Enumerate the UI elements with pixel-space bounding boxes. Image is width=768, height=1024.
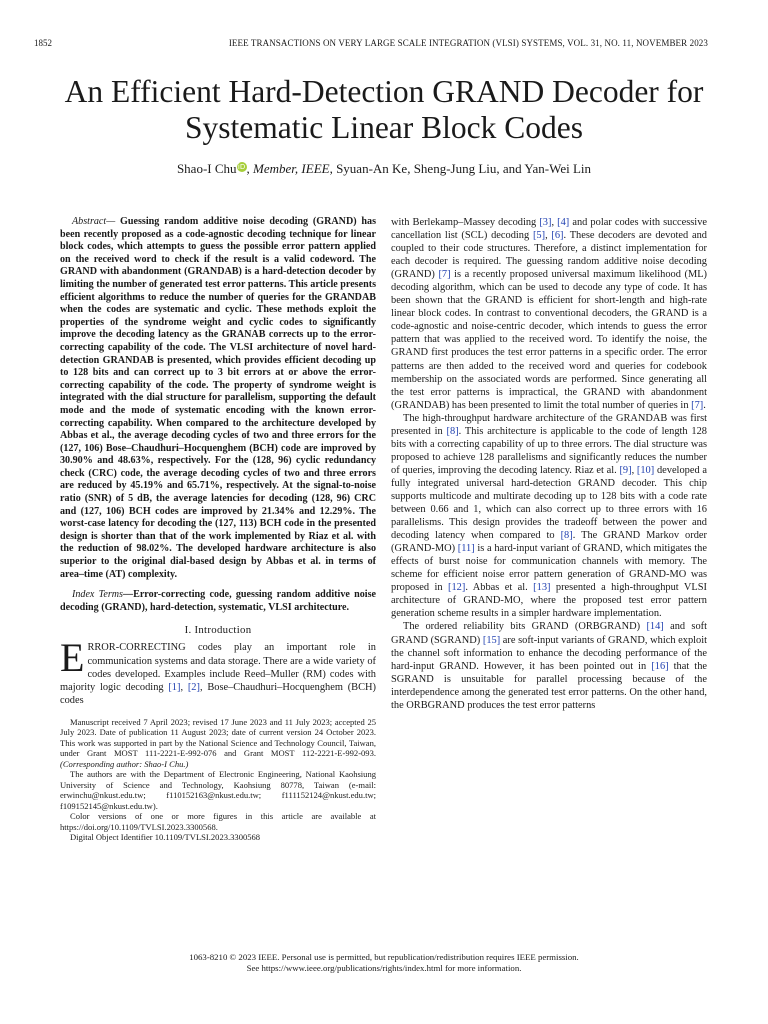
citation-link[interactable]: [7]: [691, 399, 704, 411]
citation-link[interactable]: [1]: [168, 681, 181, 693]
title-line-2: Systematic Linear Block Codes: [184, 110, 584, 145]
citation-link[interactable]: [14]: [646, 621, 664, 633]
copyright-line: 1063-8210 © 2023 IEEE. Personal use is permitted, but republication/redistribution requires IEEE permission.: [189, 952, 579, 962]
citation-link[interactable]: [12]: [448, 582, 466, 594]
citation-link[interactable]: [8]: [560, 530, 573, 542]
section-heading: I. Introduction: [184, 624, 252, 637]
citation-link[interactable]: [3]: [539, 217, 552, 228]
first-author: Shao-I Chu: [176, 161, 237, 176]
paper-title: [34, 74, 734, 146]
footnote-manuscript: Manuscript received 7 April 2023; revised 17 June 2023 and 11 July 2023; accepted 25 July 2023. Date of publication 11 August 2023; date of current version 24 October 2023. This work was supported in part by the National Science and Technology Council, Taiwan, under Grant MOST 111-2221-E-992-076 and Grant MOST 112-2221-E-992-093. (Corresponding author: Shao-I Chu.): [60, 716, 376, 769]
index-terms-label: Index Terms: [72, 589, 123, 601]
member-title: Member, IEEE: [253, 161, 330, 176]
footnotes: [60, 717, 376, 843]
intro-paragraph-3: The ordered reliability bits GRAND (ORBGRAND) [14] and soft GRAND (SGRAND) [15] are soft-input variants of GRAND, which exploit the channel soft information to enhance the decoding performance of the hard-input GRAND. However, it has been pointed out in [16] that the SGRAND is unsuitable for parallel processing because of the interdependence among the generated test error patterns. On the other hand, the ORBGRAND produces the test error patterns: [391, 621, 707, 711]
citation-link[interactable]: [13]: [533, 582, 551, 594]
abstract: Abstract— Guessing random additive noise decoding (GRAND) has been recently proposed as a code-agnostic decoding technique for linear block codes, which attempts to guess the possible error pattern applied on the received word to check if the result is a valid codeword. The GRAND with abandonment (GRANDAB) is a hard-detection decoder by limiting the number of generated test error patterns. This article presents efficient algorithms to reduce the number of queries for the GRANDAB when the codes are systematic and cyclic. These methods exploit the properties of the syndrome weight and cyclic codes to significantly improve the decoding latency as the GRANAB corrects up to the error-correcting capability of the code. The VLSI architecture of novel hard-detection GRANDAB is presented, which provides efficient decoding up to 128 bits and can correct up to 3 bit errors at or above the error-correcting capability of the code. The property of syndrome weight is integrated with the dial structure for parallelism, supporting the default mode and the mode of systematic encoding with the known error-correcting capability. When compared to the architecture developed by Abbas et al., the average decoding cycles of two and three errors for the (127, 106) Bose–Chaudhuri–Hocquenghem (BCH) code are improved by 30.90% and 48.63%, respectively. For the (128, 96) cyclic redundancy check (CRC) code, the average decoding cycles of two and three errors are reduced by 45.19% and 65.71%, respectively. At the signal-to-noise ratio (SNR) of 5 dB, the average latencies for decoding (128, 96) CRC and (127, 106) BCH codes are improved by 21.34% and 12.29%. The worst-case latency for decoding the (127, 113) BCH code in the presented design is shorter than that of the work implemented by Riaz et al. with the reduction of 98.02%. The developed hardware architecture is also superior to the original dial-based design by Abbas et al. in terms of area–time (AT) complexity.: [60, 216, 376, 580]
citation-link[interactable]: [9]: [619, 464, 632, 476]
citation-link[interactable]: [16]: [651, 660, 669, 672]
intro-paragraph-2: The high-throughput hardware architecture of the GRANDAB was first presented in [8]. This architecture is applicable to the code of length 128 bits with a correcting capability of up to three errors. The dial structure was proposed to achieve 128 parallelisms and significantly reduces the number of queries, improving the decoding latency. Riaz et al. [9], [10] developed a fully integrated universal hard-detection GRAND decoder. This chip supports multicode and multirate decoding up to 128 bits with a code rate between 0.66 and 1, which can also correct up to three errors with 16 parallelisms. This design provides the tradeoff between the power and decoding latency when compared to [8]. The GRAND Markov order (GRAND-MO) [11] is a hard-input variant of GRAND, which mitigates the effects of burst noise for communication channels with memory. The scheme for efficient noise error pattern generation of GRAND-MO was proposed in [12]. Abbas et al. [13] presented a high-throughput VLSI architecture of GRAND-MO, where the proposed test error pattern generation scheme results in a simpler hardware implementation.: [391, 412, 708, 620]
citation-link[interactable]: [15]: [482, 634, 501, 646]
citation-link[interactable]: [2]: [187, 681, 200, 693]
index-terms: Index Terms—Error-correcting code, guessing random additive noise decoding (GRAND), hard-detection, systematic, VLSI architecture.: [60, 589, 376, 613]
intro-paragraph-1: ERROR-CORRECTING codes play an important role in communication systems and data storage. There are a wide variety of codes developed. Examples include Reed–Muller (RM) codes with majority logic decoding [1], [2], Bose–Chaudhuri–Hocquenghem (BCH) codes: [60, 635, 376, 706]
citation-link[interactable]: [8]: [446, 425, 459, 437]
citation-link[interactable]: [5]: [532, 230, 546, 242]
abstract-label: Abstract: [72, 216, 107, 227]
other-authors: , Syuan-An Ke, Sheng-Jung Liu, and Yan-Wei Lin: [329, 161, 592, 176]
copyright-footer: [0, 952, 768, 974]
citation-link[interactable]: [4]: [557, 217, 570, 228]
author-list: Shao-I ChuiD, Member, IEEE, Syuan-An Ke, Sheng-Jung Liu, and Yan-Wei Lin: [176, 161, 592, 176]
left-column: [60, 216, 376, 843]
citation-link[interactable]: [7]: [438, 269, 451, 281]
citation-link[interactable]: [11]: [457, 543, 475, 555]
abstract-text: Guessing random additive noise decoding (GRAND) has been recently proposed as a code-agnostic decoding technique for linear block codes, which attempts to guess the possible error pattern applied on the received word to check if the result is a valid codeword. The GRAND with abandonment (GRANDAB) is a hard-detection decoder by limiting the number of generated test error patterns. This article presents efficient algorithms to reduce the number of queries for the GRANDAB when the codes are systematic and cyclic. These methods exploit the properties of the syndrome weight and cyclic codes to significantly improve the decoding latency as the GRANAB corrects up to the error-correcting capability of the code. The VLSI architecture of novel hard-detection GRANDAB is presented, which provides efficient decoding up to 128 bits and can correct up to 3 bit errors at or above the error-correcting capability of the code. The property of syndrome weight is integrated with the dial structure for parallelism, supporting the default mode and the mode of systematic encoding with the known error-correcting capability. When compared to the architecture developed by Abbas et al., the average decoding cycles of two and three errors for the (127, 106) Bose–Chaudhuri–Hocquenghem (BCH) code are improved by 30.90% and 48.63%, respectively. For the (128, 96) cyclic redundancy check (CRC) code, the average decoding cycles of two and three errors are reduced by 45.19% and 65.71%, respectively. At the signal-to-noise ratio (SNR) of 5 dB, the average latencies for decoding (128, 96) CRC and (127, 106) BCH codes are improved by 21.34% and 12.29%. The worst-case latency for decoding the (127, 113) BCH code in the presented design is shorter than that of the work implemented by Riaz et al. with the reduction of 98.02%. The developed hardware architecture is also superior to the original dial-based design by Abbas et al. in terms of area–time (AT) complexity.: [60, 216, 376, 580]
footnote-affiliation: The authors are with the Department of Electronic Engineering, National Kaohsiung University of Science and Technology, Kaohsiung 80778, Taiwan (e-mail: erwinchu@nkust.edu.tw; f110152163@nkust.edu.tw; f111152124@nkust.edu.tw; f109152145@nkust.edu.tw).: [60, 769, 376, 811]
intro-paragraph-1-cont: with Berlekamp–Massey decoding [3], [4] and polar codes with successive cancellation list (SCL) decoding [5], [6]. These decoders are devoted and coupled to their code structures. Therefore, a distinct implementation for each decoder is required. The guessing random additive noise decoding (GRAND) [7] is a recently proposed universal maximum likelihood (ML) decoding algorithm, which can be used to decode any type of code. It has been shown that the GRAND is efficient for short-length and high-rate linear block codes. In contrast to conventional decoders, the GRAND is a code-agnostic and noise-centric decoder, which intends to guess the error pattern that was applied to the received word. To identify the noise, the GRAND first produces the test error patterns in a specific order. The error patterns are then added to the received word and queries for codebook membership on the associated words are performed. Since generating all the test error patterns is impractical, the GRAND with abandonment (GRANDAB) has been presented to limit the total number of queries in [7].: [391, 217, 707, 411]
journal-name: IEEE TRANSACTIONS ON VERY LARGE SCALE INTEGRATION (VLSI) SYSTEMS, VOL. 31, NO. 11, NOVEMBER 2023: [228, 38, 708, 48]
right-column: [391, 216, 707, 712]
page-number: 1852: [34, 38, 52, 48]
title-line-1: An Efficient Hard-Detection GRAND Decoder for: [64, 74, 704, 109]
index-terms-text: Error-correcting code, guessing random additive noise decoding (GRAND), hard-detection, systematic, VLSI architecture.: [60, 589, 376, 613]
rights-line: See https://www.ieee.org/publications/rights/index.html for more information.: [246, 963, 522, 973]
drop-cap: E: [60, 635, 85, 681]
orcid-icon[interactable]: iD: [237, 163, 246, 171]
footnote-doi: Digital Object Identifier 10.1109/TVLSI.2023.3300568: [70, 832, 261, 843]
footnote-color: Color versions of one or more figures in this article are available at https://doi.org/10.1109/TVLSI.2023.3300568.: [60, 811, 376, 832]
citation-link[interactable]: [6]: [551, 230, 564, 242]
citation-link[interactable]: [10]: [636, 464, 655, 476]
